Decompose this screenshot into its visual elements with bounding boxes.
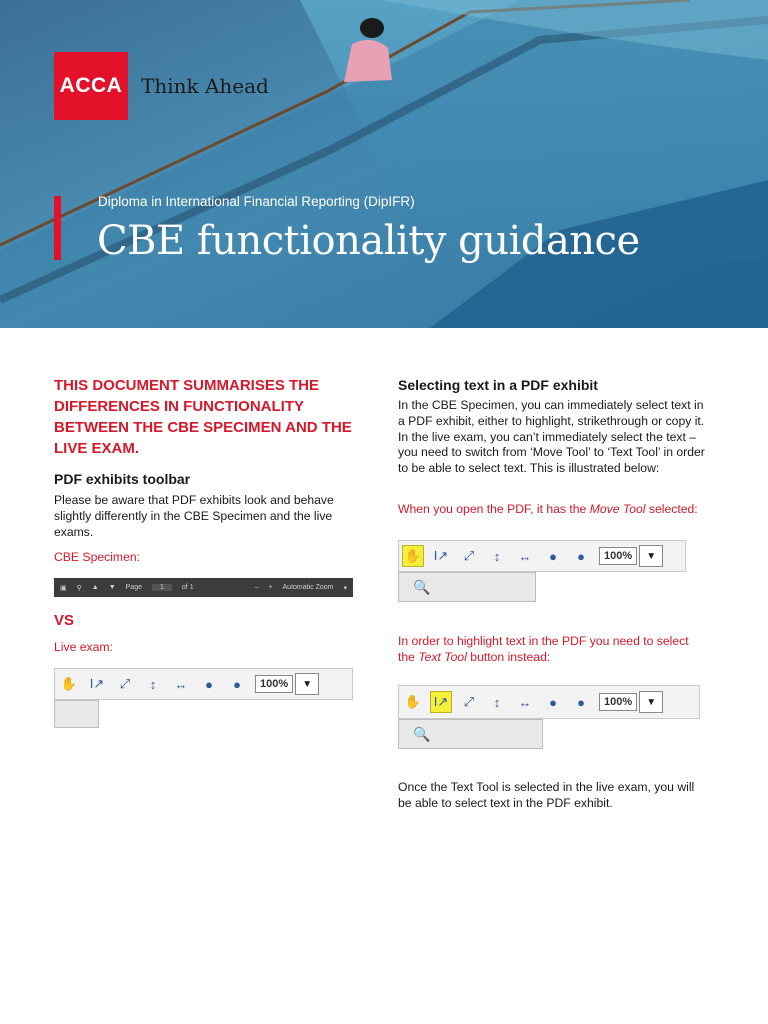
hand-icon: ✋ xyxy=(402,545,424,567)
specimen-toolbar xyxy=(54,578,353,597)
vs-label: VS xyxy=(54,612,75,629)
zoom-select: Automatic Zoom xyxy=(282,584,334,591)
move-tool-note: When you open the PDF, it has the Move Tool selected: xyxy=(398,502,698,516)
page-label: Page xyxy=(125,584,142,591)
text-cursor-icon: I↗ xyxy=(89,676,105,691)
move-tool-search-row xyxy=(398,572,536,602)
toolbar-body: Please be aware that PDF exhibits look and behave slightly differently in the CBE Specimen and the live exams. xyxy=(54,493,334,539)
fit-width-icon: ↔ xyxy=(518,694,532,710)
chevron-down-icon: ▼ xyxy=(639,545,663,567)
move-tool-toolbar xyxy=(398,540,686,572)
fit-page-icon: ⤢ xyxy=(119,676,131,691)
zoom-value: 100% xyxy=(599,547,637,565)
text-tool-search-row xyxy=(398,719,543,749)
search-icon: 🔍 xyxy=(413,578,431,595)
fit-page-icon: ⤢ xyxy=(463,548,475,563)
zoom-plus-icon: + xyxy=(268,584,273,591)
zoom-out-icon: ● xyxy=(549,694,557,710)
zoom-value: 100% xyxy=(599,693,637,711)
subtitle: Diploma in International Financial Reporting (DipIFR) xyxy=(98,194,415,209)
chevron-down-icon: ▼ xyxy=(295,673,319,695)
fit-width-icon: ↔ xyxy=(518,548,532,564)
text-tool-toolbar xyxy=(398,685,700,719)
intro-statement: THIS DOCUMENT SUMMARISES THE DIFFERENCES IN FUNCTIONALITY BETWEEN THE CBE SPECIMEN AND THE LIVE EXAM. xyxy=(54,377,352,457)
staircase-photo xyxy=(0,0,768,328)
prev-page-icon: ▲ xyxy=(91,584,99,591)
toolbar-heading: PDF exhibits toolbar xyxy=(54,471,191,487)
selecting-heading: Selecting text in a PDF exhibit xyxy=(398,377,598,393)
live-toolbar-lower xyxy=(54,700,99,728)
zoom-in-icon: ● xyxy=(577,548,585,564)
fit-height-icon: ↕ xyxy=(493,548,501,564)
chevron-down-icon: ▾ xyxy=(343,584,347,592)
hand-icon: ✋ xyxy=(404,694,422,709)
tagline: Think Ahead xyxy=(141,74,269,98)
text-tool-note: In order to highlight text in the PDF you need to select the Text Tool button instead: xyxy=(398,634,689,664)
fit-height-icon: ↕ xyxy=(149,676,157,692)
chevron-down-icon: ▼ xyxy=(639,691,663,713)
fit-height-icon: ↕ xyxy=(493,694,501,710)
fit-page-icon: ⤢ xyxy=(463,694,475,709)
next-page-icon: ▼ xyxy=(108,584,116,591)
acca-logo xyxy=(54,52,128,120)
zoom-out-icon: ● xyxy=(205,676,213,692)
page-title: CBE functionality guidance xyxy=(97,218,640,264)
zoom-in-icon: ● xyxy=(233,676,241,692)
zoom-value: 100% xyxy=(255,675,293,693)
search-icon: 🔍 xyxy=(413,725,431,742)
fit-width-icon: ↔ xyxy=(174,676,188,692)
find-icon: ⚲ xyxy=(76,584,82,592)
sidebar-toggle-icon: ▣ xyxy=(60,584,67,592)
page-number: 1 xyxy=(152,584,172,591)
closing-note: Once the Text Tool is selected in the live exam, you will be able to select text in the PDF exhibit. xyxy=(398,780,695,810)
zoom-in-icon: ● xyxy=(577,694,585,710)
logo-text: ACCA xyxy=(59,74,123,97)
zoom-out-icon: ● xyxy=(549,548,557,564)
specimen-label: CBE Specimen: xyxy=(54,550,141,564)
live-toolbar xyxy=(54,668,353,700)
page-of: of 1 xyxy=(181,584,194,591)
hand-icon: ✋ xyxy=(60,676,78,691)
text-cursor-icon: I↗ xyxy=(433,548,449,563)
text-cursor-icon: I↗ xyxy=(430,691,452,713)
hero-banner xyxy=(0,0,768,328)
accent-bar xyxy=(54,196,61,260)
live-label: Live exam: xyxy=(54,640,113,654)
selecting-body: In the CBE Specimen, you can immediately select text in a PDF exhibit, either to highlight, strikethrough or copy it. In the live exam, you can’t immediately select the text – you need to switch from ‘Move Tool’ to ‘Text Tool’ in order to be able to select text. This is illustrated below: xyxy=(398,398,705,476)
zoom-minus-icon: – xyxy=(254,584,259,591)
